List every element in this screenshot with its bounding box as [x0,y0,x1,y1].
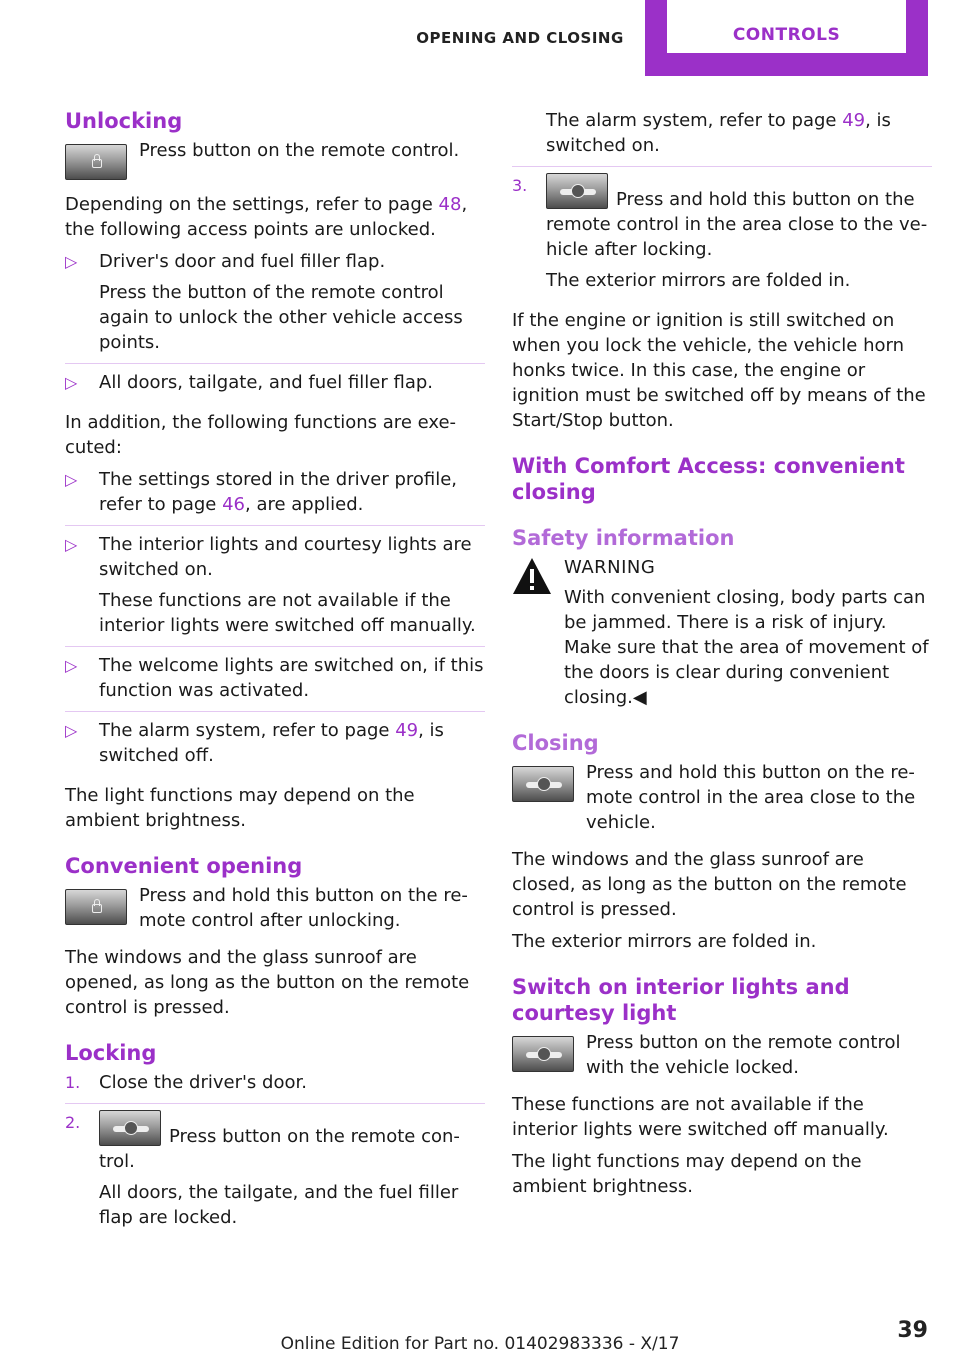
list-item: 2. Press button on the remote control. All doors, the tailgate, and the fuel filler flap are locked. [65,1110,485,1238]
heading-safety-information: Safety information [512,526,735,550]
heading-unlocking: Unlocking [65,109,183,133]
page-ref-49[interactable]: 49 [842,110,866,131]
unlock-icon-text: Press button on the remote control. [139,140,460,161]
mini-lock-button-icon [99,1110,161,1146]
unlock-button-icon [65,889,127,925]
closing-paragraph-2: The exterior mirrors are folded in. [512,931,817,952]
page-ref-48[interactable]: 48 [438,194,462,215]
triangle-bullet-icon: ▷ [65,470,78,489]
locking-steps-continued [512,108,932,301]
lights-icon-text: Press button on the remote control with the vehicle locked. [586,1032,901,1078]
unlock-functions-list [65,467,485,776]
warning-text: With convenient closing, body parts can be jammed. There is a risk of injury. Make sure that the area of movement of the doors is clear during convenient closing.◀ [564,587,929,708]
unlock-paragraph-1: Depending on the settings, refer to page 48, the following access points are unlocked. [65,194,468,240]
warning-triangle-icon [512,557,552,595]
convenient-icon-row [65,883,485,933]
closing-icon-text: Press and hold this button on the remote control in the area close to the vehicle. [586,762,916,833]
mini-button-icon [512,766,574,802]
list-item: ▷ The alarm system, refer to page 49, is switched off. [65,720,444,766]
right-column [512,108,932,1206]
convenient-icon-text: Press and hold this button on the remote control after unlocking. [139,885,468,931]
unlock-button-icon [65,144,127,180]
page-ref-49[interactable]: 49 [395,720,419,741]
list-item: ▷ The interior lights and courtesy lights are switched on. These functions are not available if the interior lights were switched off manually. [65,532,485,647]
heading-closing: Closing [512,731,599,755]
closing-icon-row [512,760,932,835]
triangle-bullet-icon: ▷ [65,252,78,271]
chapter-tab-label: CONTROLS [667,0,906,53]
lights-paragraph-2: The light functions may depend on the ambient brightness. [512,1151,862,1197]
lights-paragraph-1: These functions are not available if the interior lights were switched off manually. [512,1094,889,1140]
convenient-paragraph: The windows and the glass sunroof are opened, as long as the button on the remote control is pressed. [65,947,470,1018]
list-item: ▷ The settings stored in the driver profile, refer to page 46, are applied. [65,467,485,526]
left-column [65,108,485,1245]
lights-icon-row [512,1030,932,1080]
unlock-paragraph-3: The light functions may depend on the ambient brightness. [65,785,415,831]
mini-button-icon [546,173,608,209]
closing-paragraph-1: The windows and the glass sunroof are closed, as long as the button on the remote control is pressed. [512,849,907,920]
running-header-section: OPENING AND CLOSING [416,29,624,47]
list-item: ▷ All doors, tailgate, and fuel filler flap. [65,372,434,393]
list-item: 3. Press and hold this button on the remote control in the area close to the vehicle after locking. The exterior mirrors are folded in. [512,173,932,301]
engine-paragraph: If the engine or ignition is still switched on when you lock the vehicle, the vehicle horn honks twice. In this case, the engine or ignition must be switched off by means of the Start/Stop button. [512,310,926,431]
mini-button-icon [512,1036,574,1072]
triangle-bullet-icon: ▷ [65,373,78,392]
list-item: ▷ Driver's door and fuel filler flap. Press the button of the remote control again to unlock the other vehicle access points. [65,249,485,364]
list-item: ▷ The welcome lights are switched on, if this function was activated. [65,653,485,712]
locking-steps [65,1070,485,1238]
heading-comfort-access: With Comfort Access: convenient closing [512,454,905,504]
triangle-bullet-icon: ▷ [65,656,78,675]
triangle-bullet-icon: ▷ [65,535,78,554]
page-number: 39 [897,1318,928,1343]
heading-convenient-opening: Convenient opening [65,854,303,878]
chapter-tab [645,0,928,76]
unlock-access-list [65,249,485,403]
list-item: 1. Close the driver's door. [65,1070,485,1104]
page-ref-46[interactable]: 46 [222,494,245,515]
heading-interior-lights: Switch on interior lights and courtesy light [512,975,850,1025]
triangle-bullet-icon: ▷ [65,721,78,740]
footer-edition: Online Edition for Part no. 01402983336 - X/17 [280,1334,680,1354]
unlock-icon-row [65,138,485,180]
unlock-paragraph-2: In addition, the following functions are executed: [65,412,457,458]
heading-locking: Locking [65,1041,157,1065]
warning-label: WARNING [564,557,656,578]
list-item: The alarm system, refer to page 49, is switched on. [512,108,932,167]
